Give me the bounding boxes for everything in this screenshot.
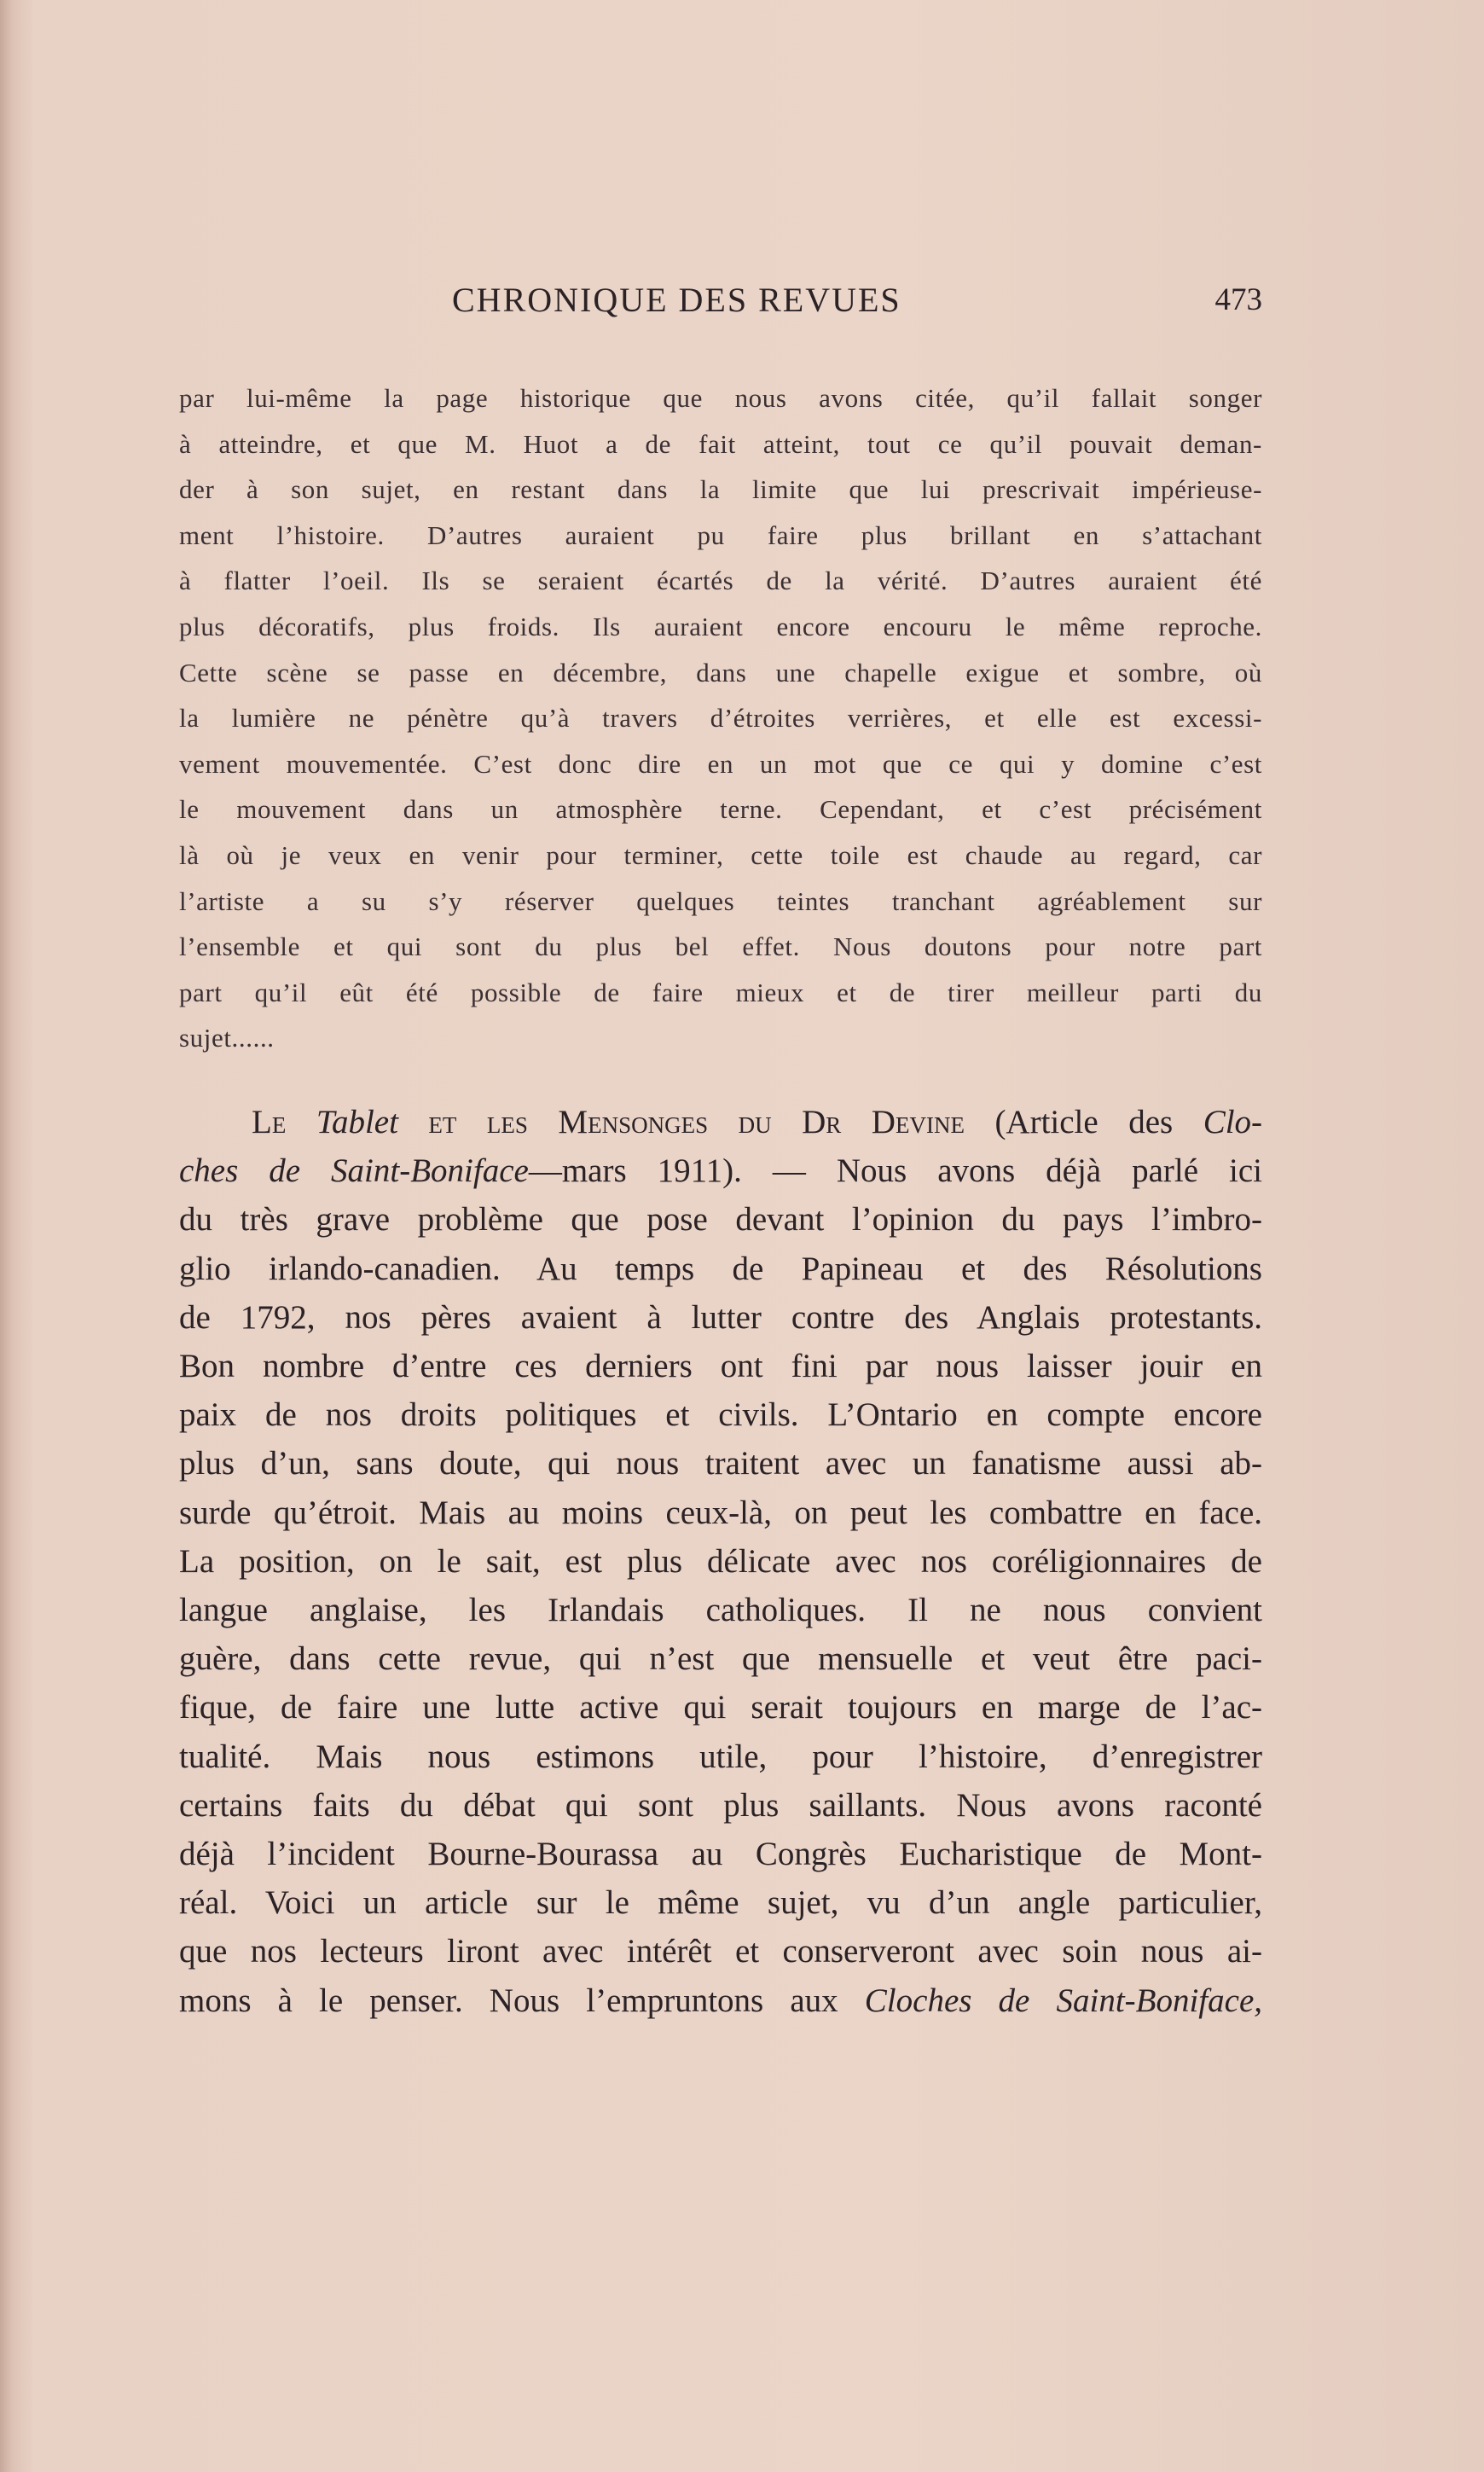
text-line: la lumière ne pénètre qu’à travers d’étroites verrières, et elle est excessi-: [179, 703, 1262, 734]
text-line: le mouvement dans un atmosphère terne. Cependant, et c’est précisément: [179, 794, 1262, 825]
text-line: à flatter l’oeil. Ils se seraient écartés de la vérité. D’autres auraient été: [179, 566, 1262, 596]
heading-mensonges: Mensonges: [558, 1104, 709, 1140]
paragraph-art-review: [179, 375, 1262, 1061]
text-line: fique, de faire une lutte active qui serait toujours en marge de l’ac-: [179, 1689, 1262, 1726]
heading-le: Le: [252, 1104, 287, 1140]
text-line: part qu’il eût été possible de faire mieux et de tirer meilleur parti du: [179, 977, 1262, 1007]
heading-tablet: Tablet: [316, 1104, 398, 1140]
text-line: du très grave problème que pose devant l’opinion du pays l’imbro-: [179, 1201, 1262, 1239]
heading-dr: Dr: [802, 1104, 842, 1140]
source-title-italic: ches de Saint-Boniface: [179, 1152, 529, 1190]
text-line: plus décoratifs, plus froids. Ils auraient encore encouru le même reproche.: [179, 611, 1262, 641]
text-line: plus d’un, sans doute, qui nous traitent avec un fanatisme aussi ab-: [179, 1445, 1262, 1483]
text-line: à atteindre, et que M. Huot a de fait atteint, tout ce qu’il pouvait deman-: [179, 428, 1262, 459]
text-fragment: mons à le penser. Nous l’empruntons aux: [179, 1982, 838, 2019]
text-line: [179, 1976, 1262, 2025]
text-line: glio irlando-canadien. Au temps de Papineau et des Résolutions: [179, 1250, 1262, 1287]
text-line: vement mouvementée. C’est donc dire en un mot que ce qui y domine c’est: [179, 748, 1262, 779]
text-line: surde qu’étroit. Mais au moins ceux-là, on peut les combattre en face.: [179, 1494, 1262, 1531]
running-head: [179, 275, 1262, 326]
text-line: réal. Voici un article sur le même sujet, vu d’un angle particulier,: [179, 1884, 1262, 1922]
text-line: [179, 1146, 1262, 1195]
text-line: der à son sujet, en restant dans la limite que lui prescrivait impérieuse-: [179, 474, 1262, 505]
text-line: là où je veux en venir pour terminer, cette toile est chaude au regard, car: [179, 839, 1262, 870]
text-line: par lui-même la page historique que nous avons citée, qu’il fallait songer: [179, 383, 1262, 413]
text-line: guère, dans cette revue, qui n’est que mensuelle et veut être paci-: [179, 1640, 1262, 1678]
section-heading-line: [179, 1098, 1262, 1146]
text-fragment: —mars 1911). — Nous avons déjà parlé ici: [528, 1152, 1262, 1190]
running-title: CHRONIQUE DES REVUES: [452, 281, 901, 319]
text-line: tualité. Mais nous estimons utile, pour l’histoire, d’enregistrer: [179, 1738, 1262, 1775]
text-line: ment l’histoire. D’autres auraient pu faire plus brillant en s’attachant: [179, 519, 1262, 550]
text-line: de 1792, nos pères avaient à lutter contre des Anglais protestants.: [179, 1298, 1262, 1336]
text-line: Bon nombre d’entre ces derniers ont fini par nous laisser jouir en: [179, 1348, 1262, 1385]
heading-clo: Clo-: [1203, 1104, 1263, 1140]
page-number: 473: [1214, 282, 1262, 317]
text-line: que nos lecteurs liront avec intérêt et conserveront avec soin nous ai-: [179, 1933, 1262, 1970]
text-line: l’ensemble et qui sont du plus bel effet. Nous doutons pour notre part: [179, 931, 1262, 962]
text-line: sujet......: [179, 1023, 275, 1053]
heading-article-open: (Article des: [994, 1104, 1174, 1140]
text-line: langue anglaise, les Irlandais catholiques. Il ne nous convient: [179, 1592, 1262, 1629]
text-line: Cette scène se passe en décembre, dans une chapelle exigue et sombre, où: [179, 657, 1262, 688]
source-title-italic: Cloches de Saint-Boniface,: [864, 1982, 1263, 2019]
paragraph-tablet-article: [179, 1098, 1262, 2025]
heading-et-les: et les: [428, 1104, 528, 1140]
text-line: certains faits du débat qui sont plus saillants. Nous avons raconté: [179, 1786, 1262, 1824]
text-line: paix de nos droits politiques et civils. L’Ontario en compte encore: [179, 1396, 1262, 1434]
text-line: déjà l’incident Bourne-Bourassa au Congrès Eucharistique de Mont-: [179, 1836, 1262, 1873]
text-line: La position, on le sait, est plus délicate avec nos coréligionnaires de: [179, 1542, 1262, 1580]
heading-du: du: [738, 1104, 772, 1140]
heading-devine: Devine: [871, 1104, 965, 1140]
text-line: l’artiste a su s’y réserver quelques teintes tranchant agréablement sur: [179, 885, 1262, 916]
